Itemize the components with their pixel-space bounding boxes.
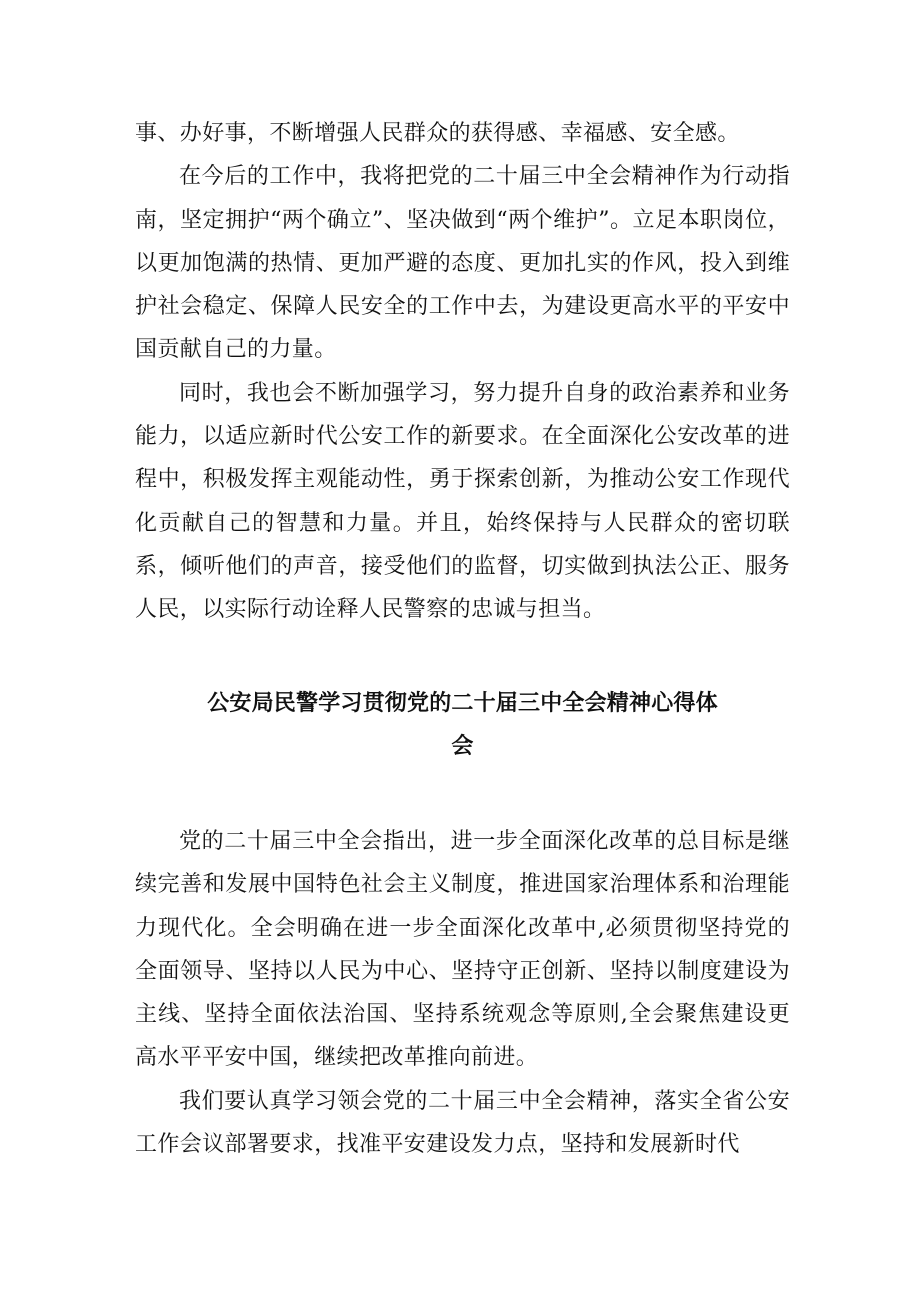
paragraph-continuation: 事、办好事，不断增强人民群众的获得感、幸福感、安全感。 [135,121,740,146]
paragraph-continuous-learning: 同时，我也会不断加强学习，努力提升自身的政治素养和业务能力，以适应新时代公安工作的新要求。在全面深化公安改革的进程中，积极发挥主观能动性，勇于探索创新，为推动公安工作现代化贡献自己的智慧和力量。并且，始终保持与人民群众的密切联系，倾听他们的声音，接受他们的监督，切实做到执法公正、服务人民，以实际行动诠释人民警察的忠诚与担当。 [135,380,790,623]
section-title-line-1: 公安局民警学习贯彻党的二十届三中全会精神心得体 [207,691,718,716]
paragraph-plenum-summary: 党的二十届三中全会指出，进一步全面深化改革的总目标是继续完善和发展中国特色社会主义制度，推进国家治理体系和治理能力现代化。全会明确在进一步全面深化改革中,必须贯彻坚持党的全面领导、坚持以人民为中心、坚持守正创新、坚持以制度建设为主线、坚持全面依法治国、坚持系统观念等原则,全会聚焦建设更高水平平安中国，继续把改革推向前进。 [135,829,790,1071]
paragraph-future-work: 在今后的工作中，我将把党的二十届三中全会精神作为行动指南，坚定拥护“两个确立”、坚决做到“两个维护”。立足本职岗位，以更加饱满的热情、更加严避的态度、更加扎实的作风，投入到维护社会稳定、保障人民安全的工作中去，为建设更高水平的平安中国贡献自己的力量。 [135,164,790,363]
paragraph-study-requirements: 我们要认真学习领会党的二十届三中全会精神，落实全省公安工作会议部署要求，找准平安建设发力点，坚持和发展新时代 [135,1088,790,1158]
section-title [135,682,790,768]
section-title-line-2: 会 [451,734,474,759]
top-text-block [135,112,790,632]
bottom-text-block [135,820,790,1166]
